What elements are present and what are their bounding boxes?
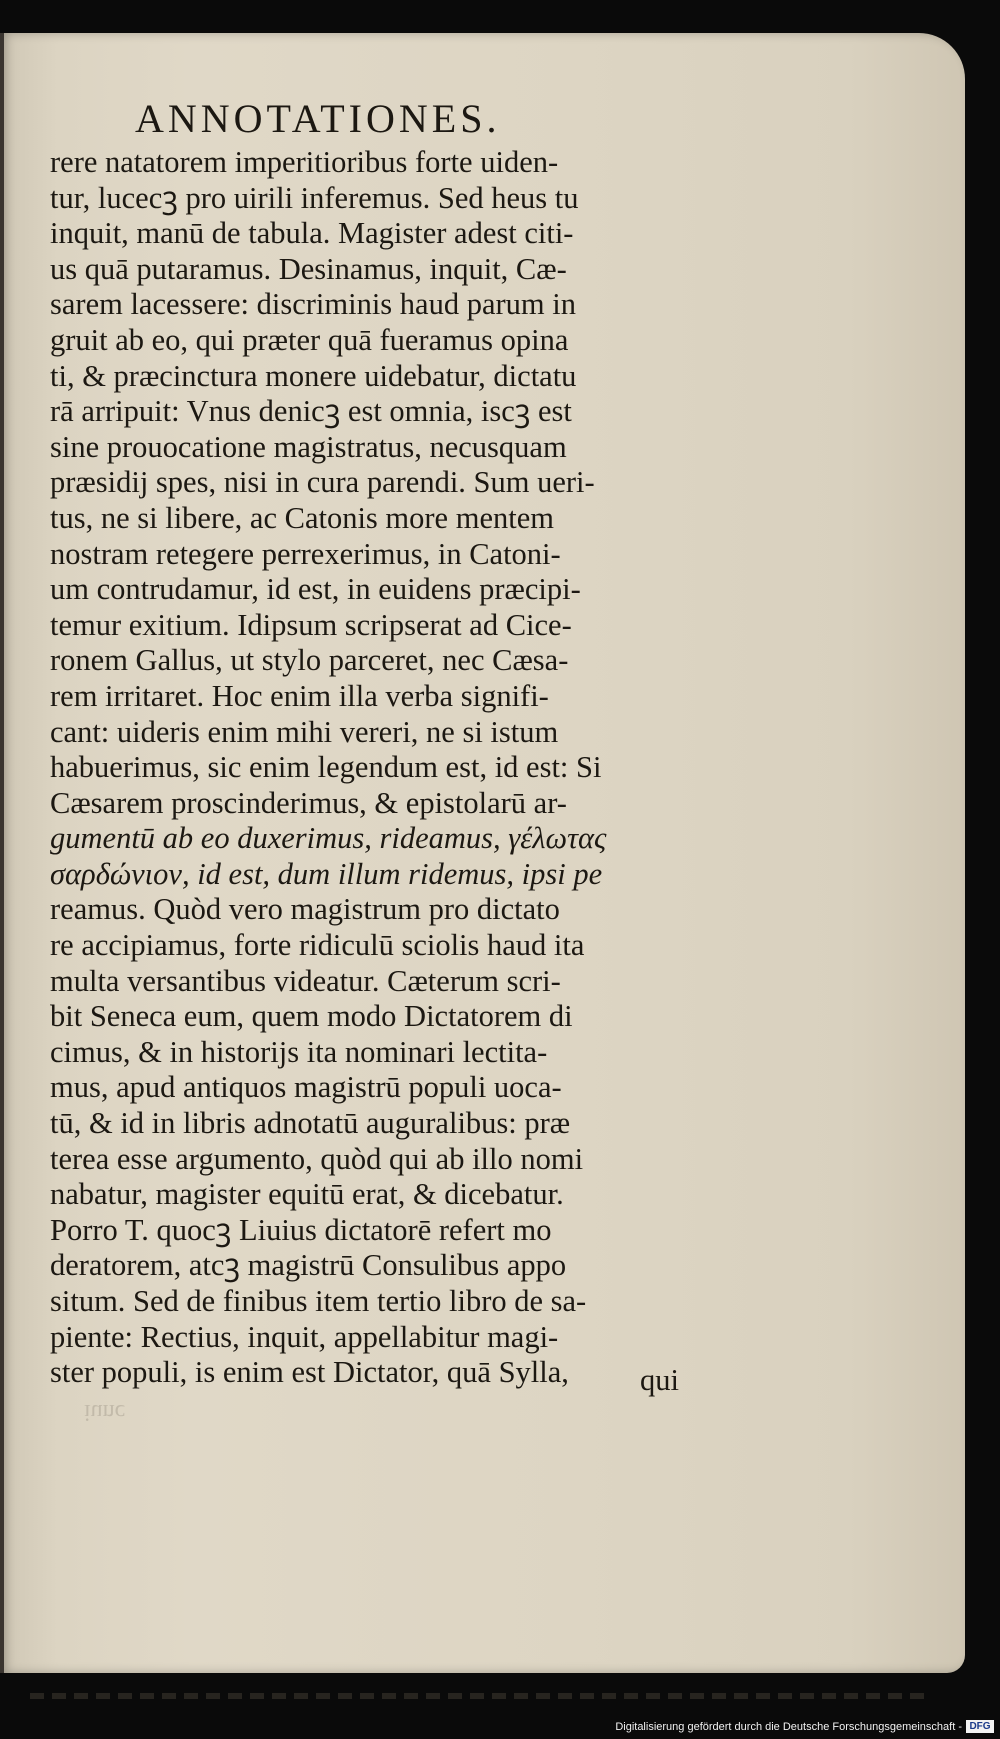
page-bottom-edge [30, 1693, 930, 1699]
text-line: re accipiamus, forte ridiculū sciolis haud ita [50, 928, 585, 963]
bleed-through-text: iunc [84, 1399, 126, 1425]
text-line: um contrudamur, id est, in euidens præcipi- [50, 572, 581, 607]
dfg-logo-icon[interactable]: DFG [966, 1720, 994, 1733]
text-line: σαρδώνιον, id est, dum illum ridemus, ipsi pe [50, 856, 603, 891]
text-line: tur, lucecꝫ pro uirili inferemus. Sed heus tu [50, 180, 579, 215]
text-line: bit Seneca eum, quem modo Dictatorem di [50, 999, 573, 1034]
text-line: Cæsarem proscinderimus, & epistolarū ar- [50, 785, 567, 820]
digitization-credit: Digitalisierung gefördert durch die Deutsche Forschungsgemeinschaft - [615, 1721, 962, 1733]
text-line: us quā putaramus. Desinamus, inquit, Cæ- [50, 251, 567, 286]
text-line: nostram retegere perrexerimus, in Catoni- [50, 536, 561, 571]
page-body-text [50, 145, 690, 1391]
text-line: multa versantibus videatur. Cæterum scri- [50, 963, 561, 998]
text-line: inquit, manū de tabula. Magister adest citi- [50, 216, 574, 251]
text-line: Porro T. quocꝫ Liuius dictatorē refert mo [50, 1212, 552, 1247]
text-line: mus, apud antiquos magistrū populi uoca- [50, 1070, 562, 1105]
text-line: gumentū ab eo duxerimus, rideamus, γέλωτας [50, 821, 607, 856]
text-line: deratorem, atcꝫ magistrū Consulibus appo [50, 1248, 567, 1283]
text-line: ronem Gallus, ut stylo parceret, nec Cæsa- [50, 643, 569, 678]
text-line: terea esse argumento, quòd qui ab illo nomi [50, 1141, 584, 1176]
text-line: situm. Sed de finibus item tertio libro de sa- [50, 1284, 587, 1318]
text-line: cant: uideris enim mihi vereri, ne si istum [50, 714, 559, 749]
text-line: sarem lacessere: discriminis haud parum in [50, 287, 576, 322]
text-line: reamus. Quòd vero magistrum pro dictato [50, 892, 560, 927]
text-line: præsidij spes, nisi in cura parendi. Sum ueri- [50, 465, 595, 500]
catchword: qui [640, 1363, 679, 1397]
text-line: rem irritaret. Hoc enim illa verba signifi- [50, 678, 549, 713]
text-line: ti, & præcinctura monere uidebatur, dictatu [50, 358, 577, 393]
text-line: sine prouocatione magistratus, necusquam [50, 429, 567, 464]
text-line: ster populi, is enim est Dictator, quā Sylla, [50, 1355, 569, 1390]
text-line: habuerimus, sic enim legendum est, id est: Si [50, 750, 602, 785]
text-line: rā arripuit: Vnus denicꝫ est omnia, iscꝫ est [50, 394, 572, 429]
text-line: tū, & id in libris adnotatū auguralibus: præ [50, 1106, 571, 1141]
text-line: cimus, & in historijs ita nominari lectita- [50, 1034, 548, 1069]
text-line: tus, ne si libere, ac Catonis more mentem [50, 500, 554, 535]
running-title: ANNOTATIONES. [135, 96, 501, 141]
page-gutter-edge [0, 33, 4, 1673]
text-line: rere natatorem imperitioribus forte uiden- [50, 145, 559, 179]
text-line: nabatur, magister equitū erat, & dicebatur. [50, 1177, 564, 1212]
text-line: piente: Rectius, inquit, appellabitur magi- [50, 1319, 559, 1354]
text-line: gruit ab eo, qui præter quā fueramus opina [50, 322, 569, 357]
text-line: temur exitium. Idipsum scripserat ad Cice- [50, 607, 572, 642]
